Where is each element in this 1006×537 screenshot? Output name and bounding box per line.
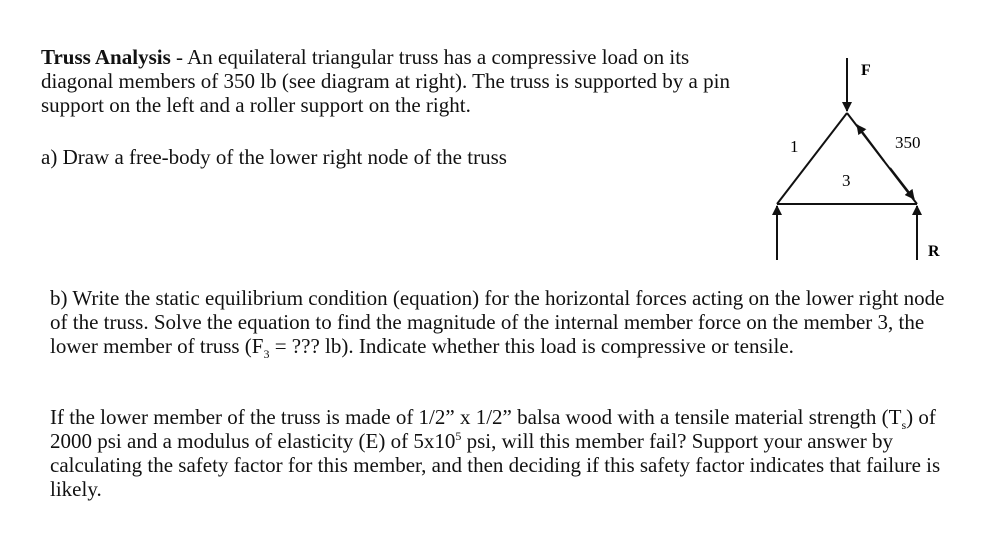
part-c-text-2: ) of 2000 psi and a modulus of elasticity (E) of 5x10 <box>50 405 936 453</box>
part-b-subscript: 3 <box>263 347 270 362</box>
part-b-text-1: b) Write the static equilibrium condition (equation) for the horizontal forces acting on the lower right node of the truss. Solve the equation to find the magnitude of the internal member force on the member 3, the lower member of truss (F <box>50 286 945 358</box>
force-value-label: 350 <box>895 133 921 152</box>
part-c-text-3: psi, will this member fail? Support your answer by calculating the safety factor for this member, and then deciding if this safety factor indicates that failure is likely. <box>50 429 941 501</box>
reaction-label: R <box>928 243 940 260</box>
part-c-text-1: If the lower member of the truss is made of 1/2” x 1/2” balsa wood with a tensile material strength (T <box>50 405 902 429</box>
intro-title: Truss Analysis <box>41 45 171 69</box>
member-force-arrow-lower <box>890 168 914 199</box>
part-c-superscript: 5 <box>455 429 462 443</box>
part-a-text: a) Draw a free-body of the lower right node of the truss <box>41 145 507 169</box>
part-c-subscript: s <box>901 418 907 433</box>
part-b-text-2: = ??? lb). Indicate whether this load is compressive or tensile. <box>269 334 794 358</box>
intro-text: - An equilateral triangular truss has a compressive load on its diagonal members of 350 lb (see diagram at right). The truss is supported by a pin support on the left and a roller support on the right. <box>41 45 730 117</box>
truss-member-left <box>777 113 847 204</box>
member-force-arrow-upper <box>857 125 884 161</box>
member-1-label: 1 <box>790 137 799 156</box>
load-label: F <box>861 62 871 79</box>
member-3-label: 3 <box>842 171 851 190</box>
